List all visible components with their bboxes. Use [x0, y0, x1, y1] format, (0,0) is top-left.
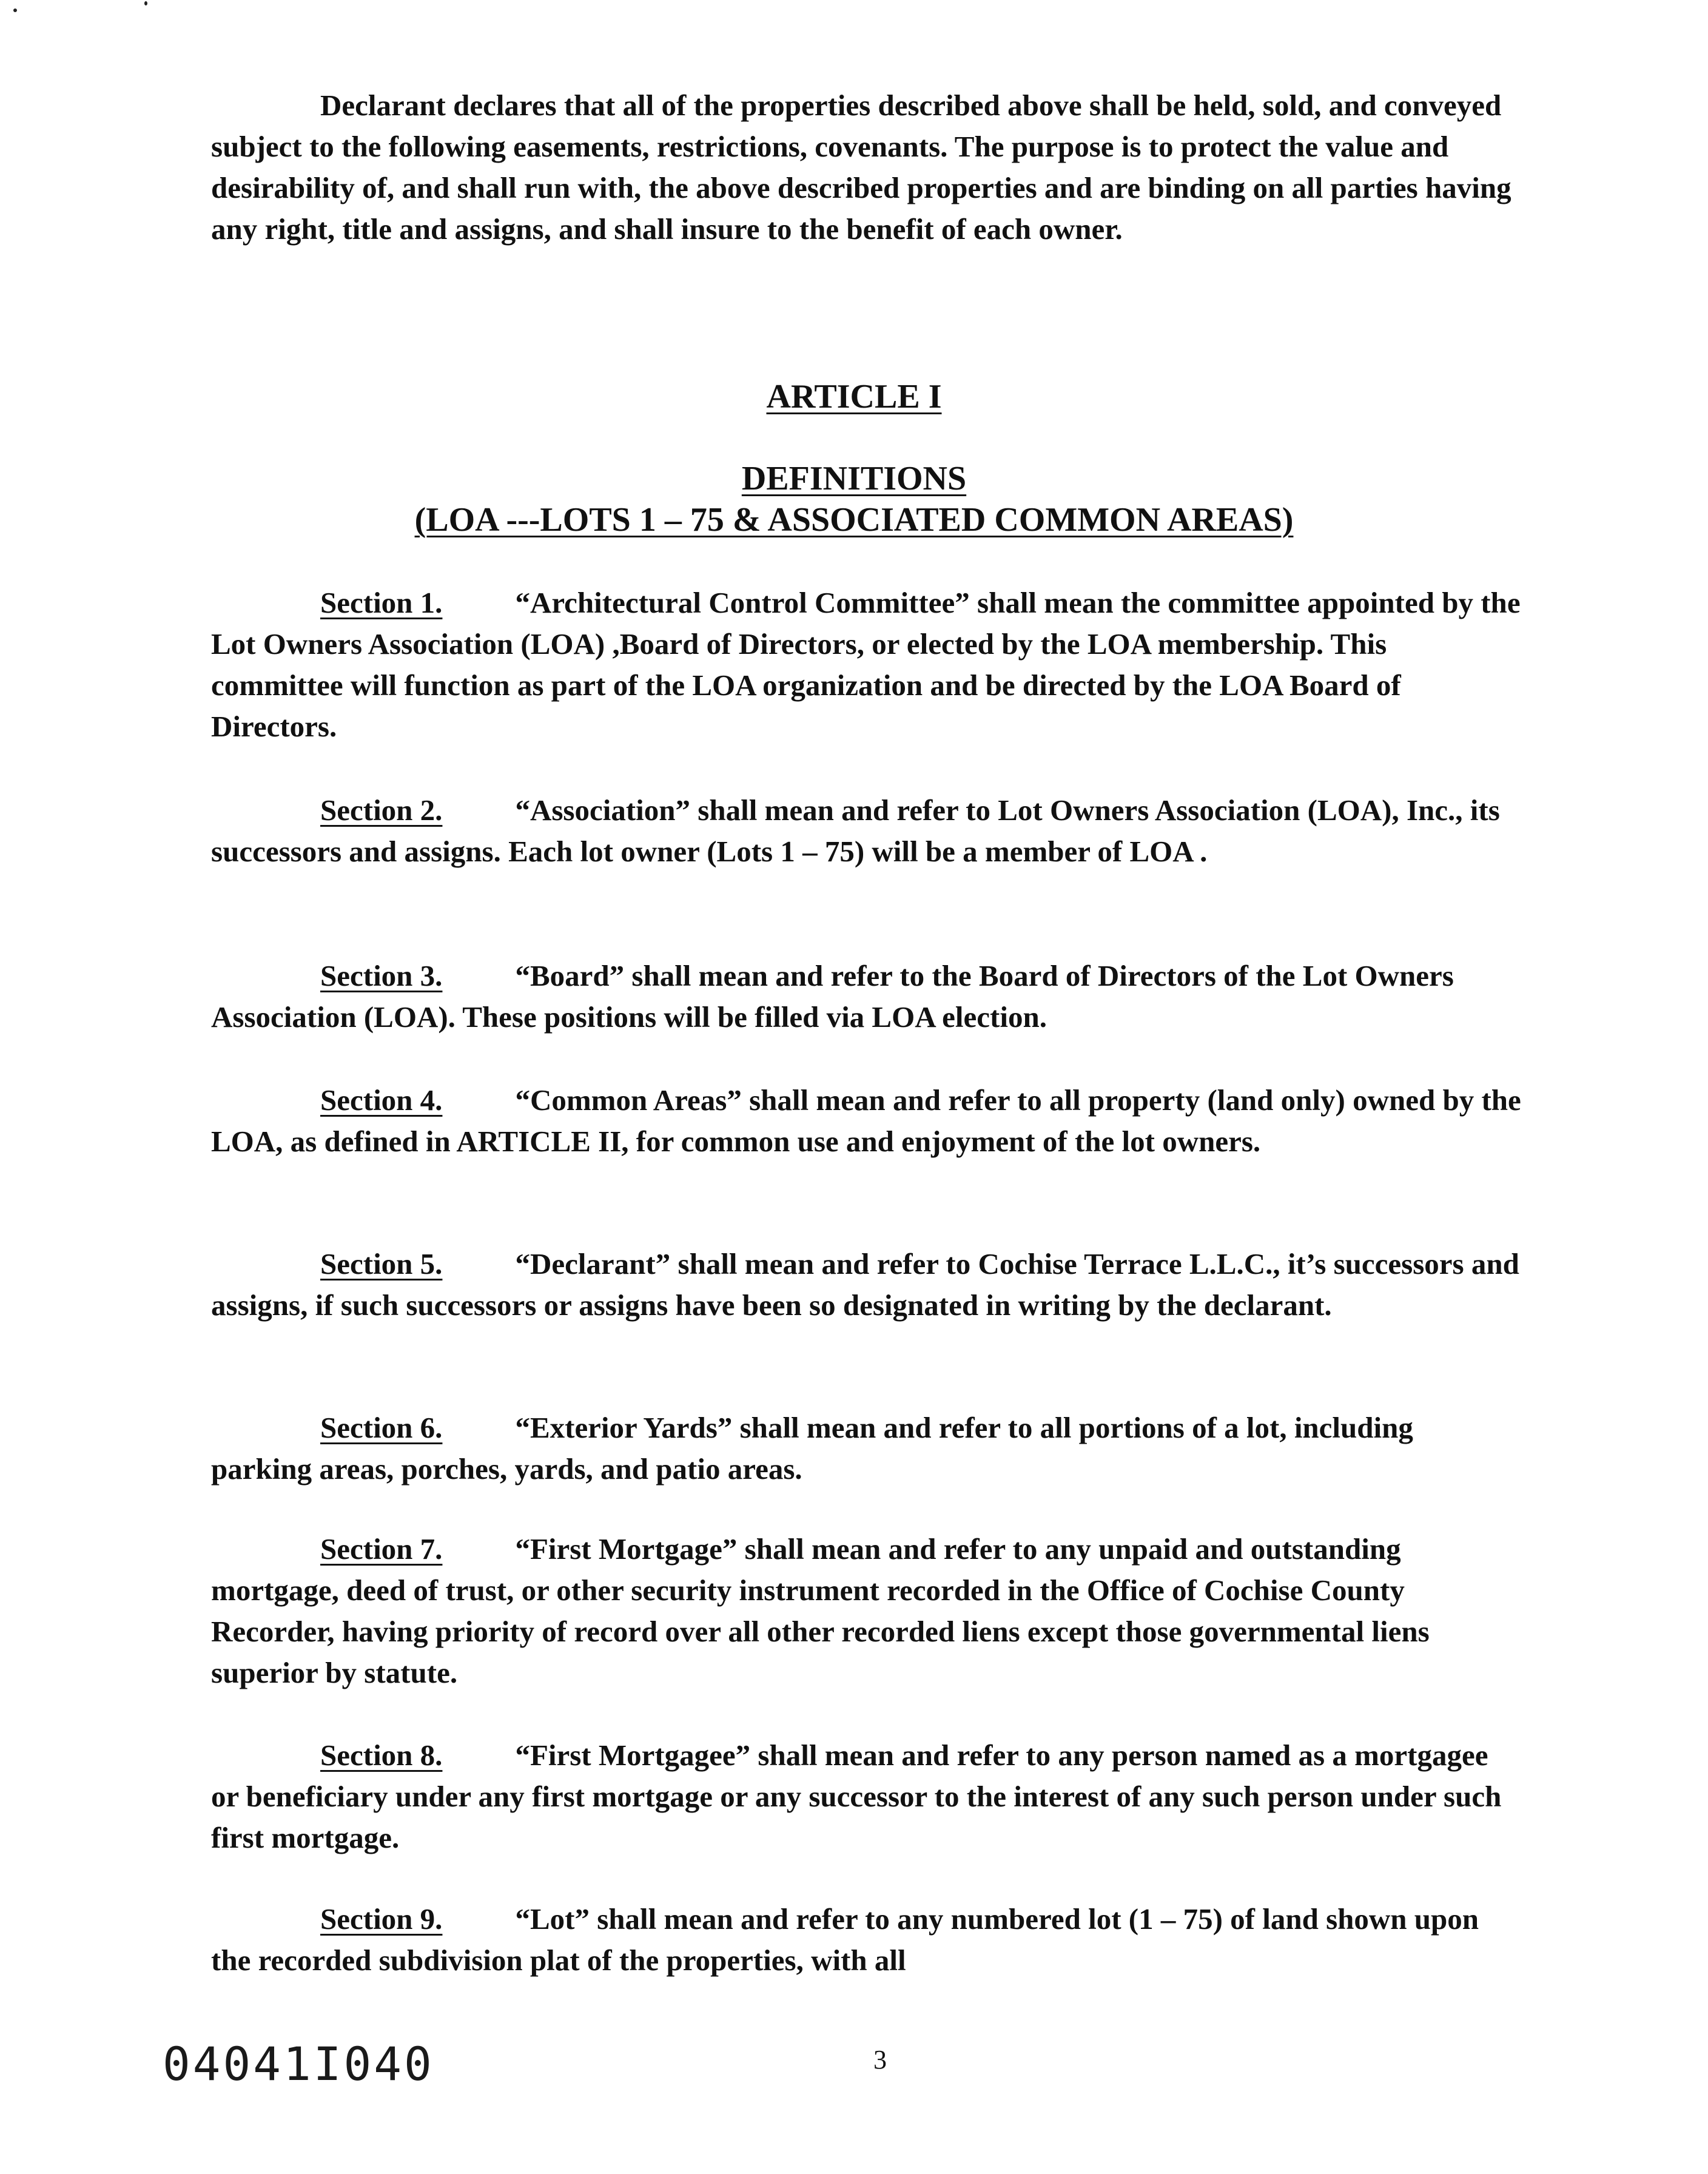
- section-3: [211, 955, 1521, 1038]
- section-4: [211, 1080, 1521, 1162]
- section-5: [211, 1243, 1521, 1326]
- intro-paragraph: Declarant declares that all of the properties described above shall be held, sold, and conveyed subject to the following easements, restrictions, covenants. The purpose is to protect the value and desirability of, and shall run with, the above described properties and are binding on all parties having any right, title and assigns, and shall insure to the benefit of each owner.: [211, 89, 1511, 246]
- section-text: “Declarant” shall mean and refer to Cochise Terrace L.L.C., it’s successors and assigns, if such successors or assigns have been so designated in writing by the declarant.: [211, 1247, 1519, 1322]
- section-8: [211, 1735, 1521, 1859]
- section-label: Section 5.: [320, 1247, 443, 1281]
- section-label: Section 1.: [320, 586, 443, 619]
- section-label: Section 8.: [320, 1738, 443, 1772]
- section-label: Section 6.: [320, 1411, 443, 1444]
- section-text: “Common Areas” shall mean and refer to all property (land only) owned by the LOA, as defined in ARTICLE II, for common use and enjoyment of the lot owners.: [211, 1083, 1521, 1158]
- section-label: Section 4.: [320, 1083, 443, 1117]
- section-label: Section 9.: [320, 1902, 443, 1936]
- section-text: “First Mortgage” shall mean and refer to any unpaid and outstanding mortgage, deed of trust, or other security instrument recorded in the Office of Cochise County Recorder, having priority of record over all other recorded liens except those governmental liens superior by statute.: [211, 1532, 1430, 1689]
- section-label: Section 3.: [320, 959, 443, 992]
- section-7: [211, 1529, 1521, 1694]
- section-9: [211, 1899, 1521, 1981]
- section-text: “Exterior Yards” shall mean and refer to all portions of a lot, including parking areas, porches, yards, and patio areas.: [211, 1411, 1413, 1486]
- section-2: [211, 790, 1521, 872]
- section-label: Section 2.: [320, 793, 443, 827]
- section-text: “Board” shall mean and refer to the Board of Directors of the Lot Owners Association (LOA). These positions will be filled via LOA election.: [211, 959, 1454, 1034]
- definitions-subtitle: (LOA ---LOTS 1 – 75 & ASSOCIATED COMMON AREAS): [414, 501, 1294, 539]
- scan-speck-right: [144, 1, 147, 5]
- article-title: ARTICLE I: [766, 378, 942, 416]
- recording-number: 04041I040: [163, 2037, 434, 2091]
- section-text: “Association” shall mean and refer to Lot Owners Association (LOA), Inc., its successors and assigns. Each lot owner (Lots 1 – 75) will be a member of LOA .: [211, 793, 1500, 868]
- section-6: [211, 1407, 1521, 1490]
- section-text: “Lot” shall mean and refer to any numbered lot (1 – 75) of land shown upon the recorded subdivision plat of the properties, with all: [211, 1902, 1479, 1977]
- section-1: [211, 582, 1521, 747]
- section-text: “Architectural Control Committee” shall mean the committee appointed by the Lot Owners Association (LOA) ,Board of Directors, or elected by the LOA membership. This committee will function as part of the LOA organization and be directed by the LOA Board of Directors.: [211, 586, 1521, 743]
- definitions-title: DEFINITIONS: [741, 460, 967, 497]
- scan-speck-left: [13, 8, 17, 12]
- section-label: Section 7.: [320, 1532, 443, 1566]
- section-text: “First Mortgagee” shall mean and refer to any person named as a mortgagee or beneficiary under any first mortgage or any successor to the interest of any such person under such first mortgage.: [211, 1738, 1502, 1854]
- page-number: 3: [873, 2045, 887, 2075]
